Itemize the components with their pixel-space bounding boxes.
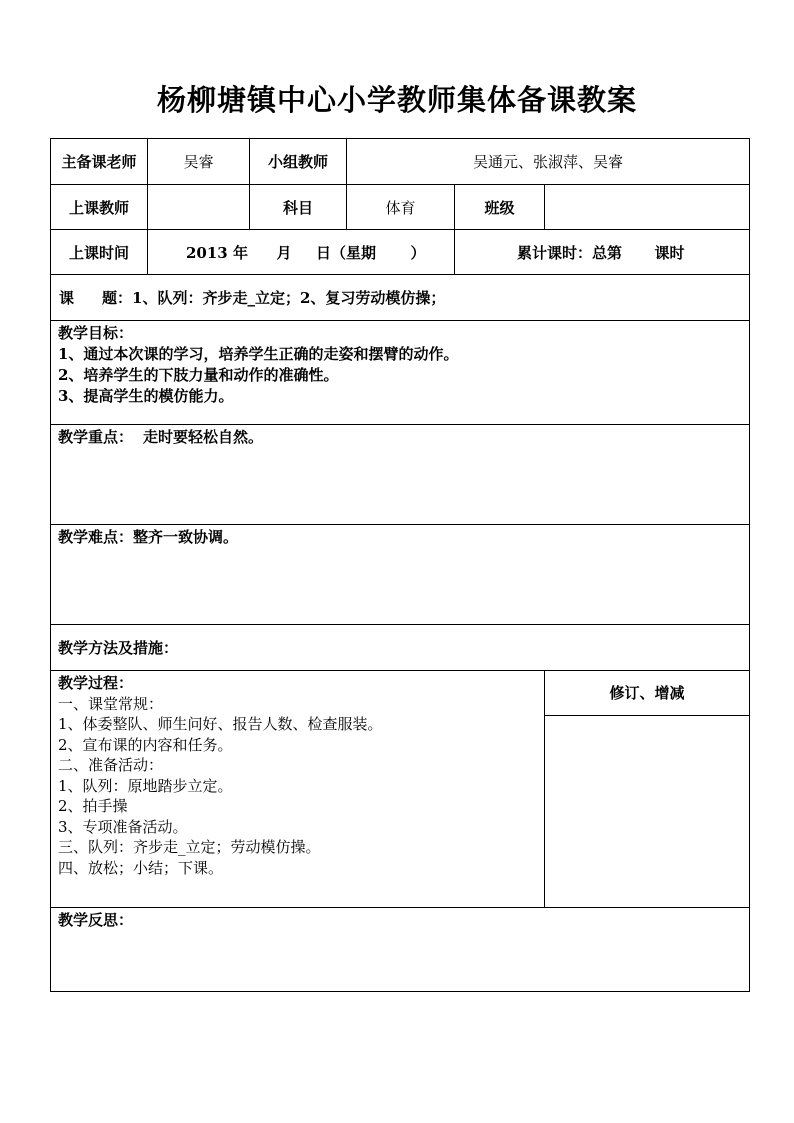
- topic-label: 课: [59, 289, 75, 307]
- topic-text: 1、队列：齐步走_立定；2、复习劳动模仿操；: [132, 289, 446, 307]
- group-teachers-value[interactable]: 吴通元、张淑萍、吴睿: [347, 139, 750, 185]
- process-line-9: 四、放松；小结；下课。: [58, 858, 224, 877]
- objective-item-1: 1、通过本次课的学习，培养学生正确的走姿和摆臂的动作。: [58, 345, 459, 363]
- difficulties-cell[interactable]: [51, 525, 750, 625]
- time-label: 上课时间: [51, 230, 148, 275]
- process-line-7: 3、专项准备活动。: [58, 817, 188, 836]
- class-label: 班级: [455, 185, 545, 230]
- revision-cell[interactable]: [545, 671, 750, 908]
- reflection-label: 教学反思：: [58, 911, 134, 929]
- row-lead-teacher: [51, 139, 750, 185]
- process-line-5: 1、队列：原地踏步立定。: [58, 776, 233, 795]
- group-teachers-label: 小组教师: [250, 139, 347, 185]
- process-label: 教学过程：: [58, 674, 134, 692]
- row-process: [51, 671, 750, 908]
- subject-value[interactable]: 体育: [347, 185, 455, 230]
- row-methods: [51, 625, 750, 671]
- methods-cell[interactable]: [51, 625, 750, 671]
- key-points-text: 走时要轻松自然。: [143, 428, 264, 446]
- process-line-1: 一、课堂常规：: [58, 694, 164, 713]
- teacher-value[interactable]: [148, 185, 250, 230]
- difficulties-text: 整齐一致协调。: [133, 528, 239, 546]
- difficulties-label: 教学难点：: [58, 528, 134, 546]
- time-value[interactable]: [148, 230, 455, 275]
- key-points-label: 教学重点：: [58, 428, 134, 446]
- objectives-label: 教学目标：: [58, 324, 134, 342]
- subject-label: 科目: [250, 185, 347, 230]
- row-reflection: [51, 908, 750, 992]
- cumulative-label: 累计课时：总第: [517, 243, 623, 262]
- time-day: 日（星期: [315, 243, 376, 262]
- row-key-points: [51, 425, 750, 525]
- row-difficulties: [51, 525, 750, 625]
- class-value[interactable]: [545, 185, 750, 230]
- row-topic: [51, 275, 750, 321]
- key-points-cell[interactable]: [51, 425, 750, 525]
- cumulative-unit: 课时: [654, 243, 685, 262]
- teacher-label: 上课教师: [51, 185, 148, 230]
- lead-teacher-value[interactable]: 吴睿: [148, 139, 250, 185]
- topic-cell[interactable]: [51, 275, 750, 321]
- cumulative-hours[interactable]: [455, 230, 750, 275]
- process-cell[interactable]: [51, 671, 545, 908]
- methods-label: 教学方法及措施：: [58, 639, 179, 657]
- revision-label: 修订、增减: [545, 671, 749, 716]
- objectives-cell[interactable]: [51, 321, 750, 425]
- row-objectives: [51, 321, 750, 425]
- process-line-4: 二、准备活动：: [58, 756, 164, 774]
- time-year-unit: 年: [232, 243, 248, 262]
- objective-item-3: 3、提高学生的模仿能力。: [58, 387, 234, 405]
- row-teacher-subject: [51, 185, 750, 230]
- lesson-plan-table: [50, 138, 750, 992]
- process-line-3: 2、宣布课的内容和任务。: [58, 735, 233, 754]
- time-close: ）: [410, 243, 426, 262]
- topic-label-2: 题：: [102, 289, 133, 307]
- reflection-cell[interactable]: [51, 908, 750, 992]
- time-year: 2013: [186, 243, 228, 262]
- process-line-8: 三、队列：齐步走_立定；劳动模仿操。: [58, 838, 321, 856]
- row-time: [51, 230, 750, 275]
- time-month: 月: [276, 243, 292, 262]
- process-line-2: 1、体委整队、师生问好、报告人数、检查服装。: [58, 715, 383, 733]
- lead-teacher-label: 主备课老师: [51, 139, 148, 185]
- page-title: 杨柳塘镇中心小学教师集体备课教案: [156, 83, 637, 117]
- process-line-6: 2、拍手操: [58, 797, 128, 815]
- objective-item-2: 2、培养学生的下肢力量和动作的准确性。: [58, 366, 339, 384]
